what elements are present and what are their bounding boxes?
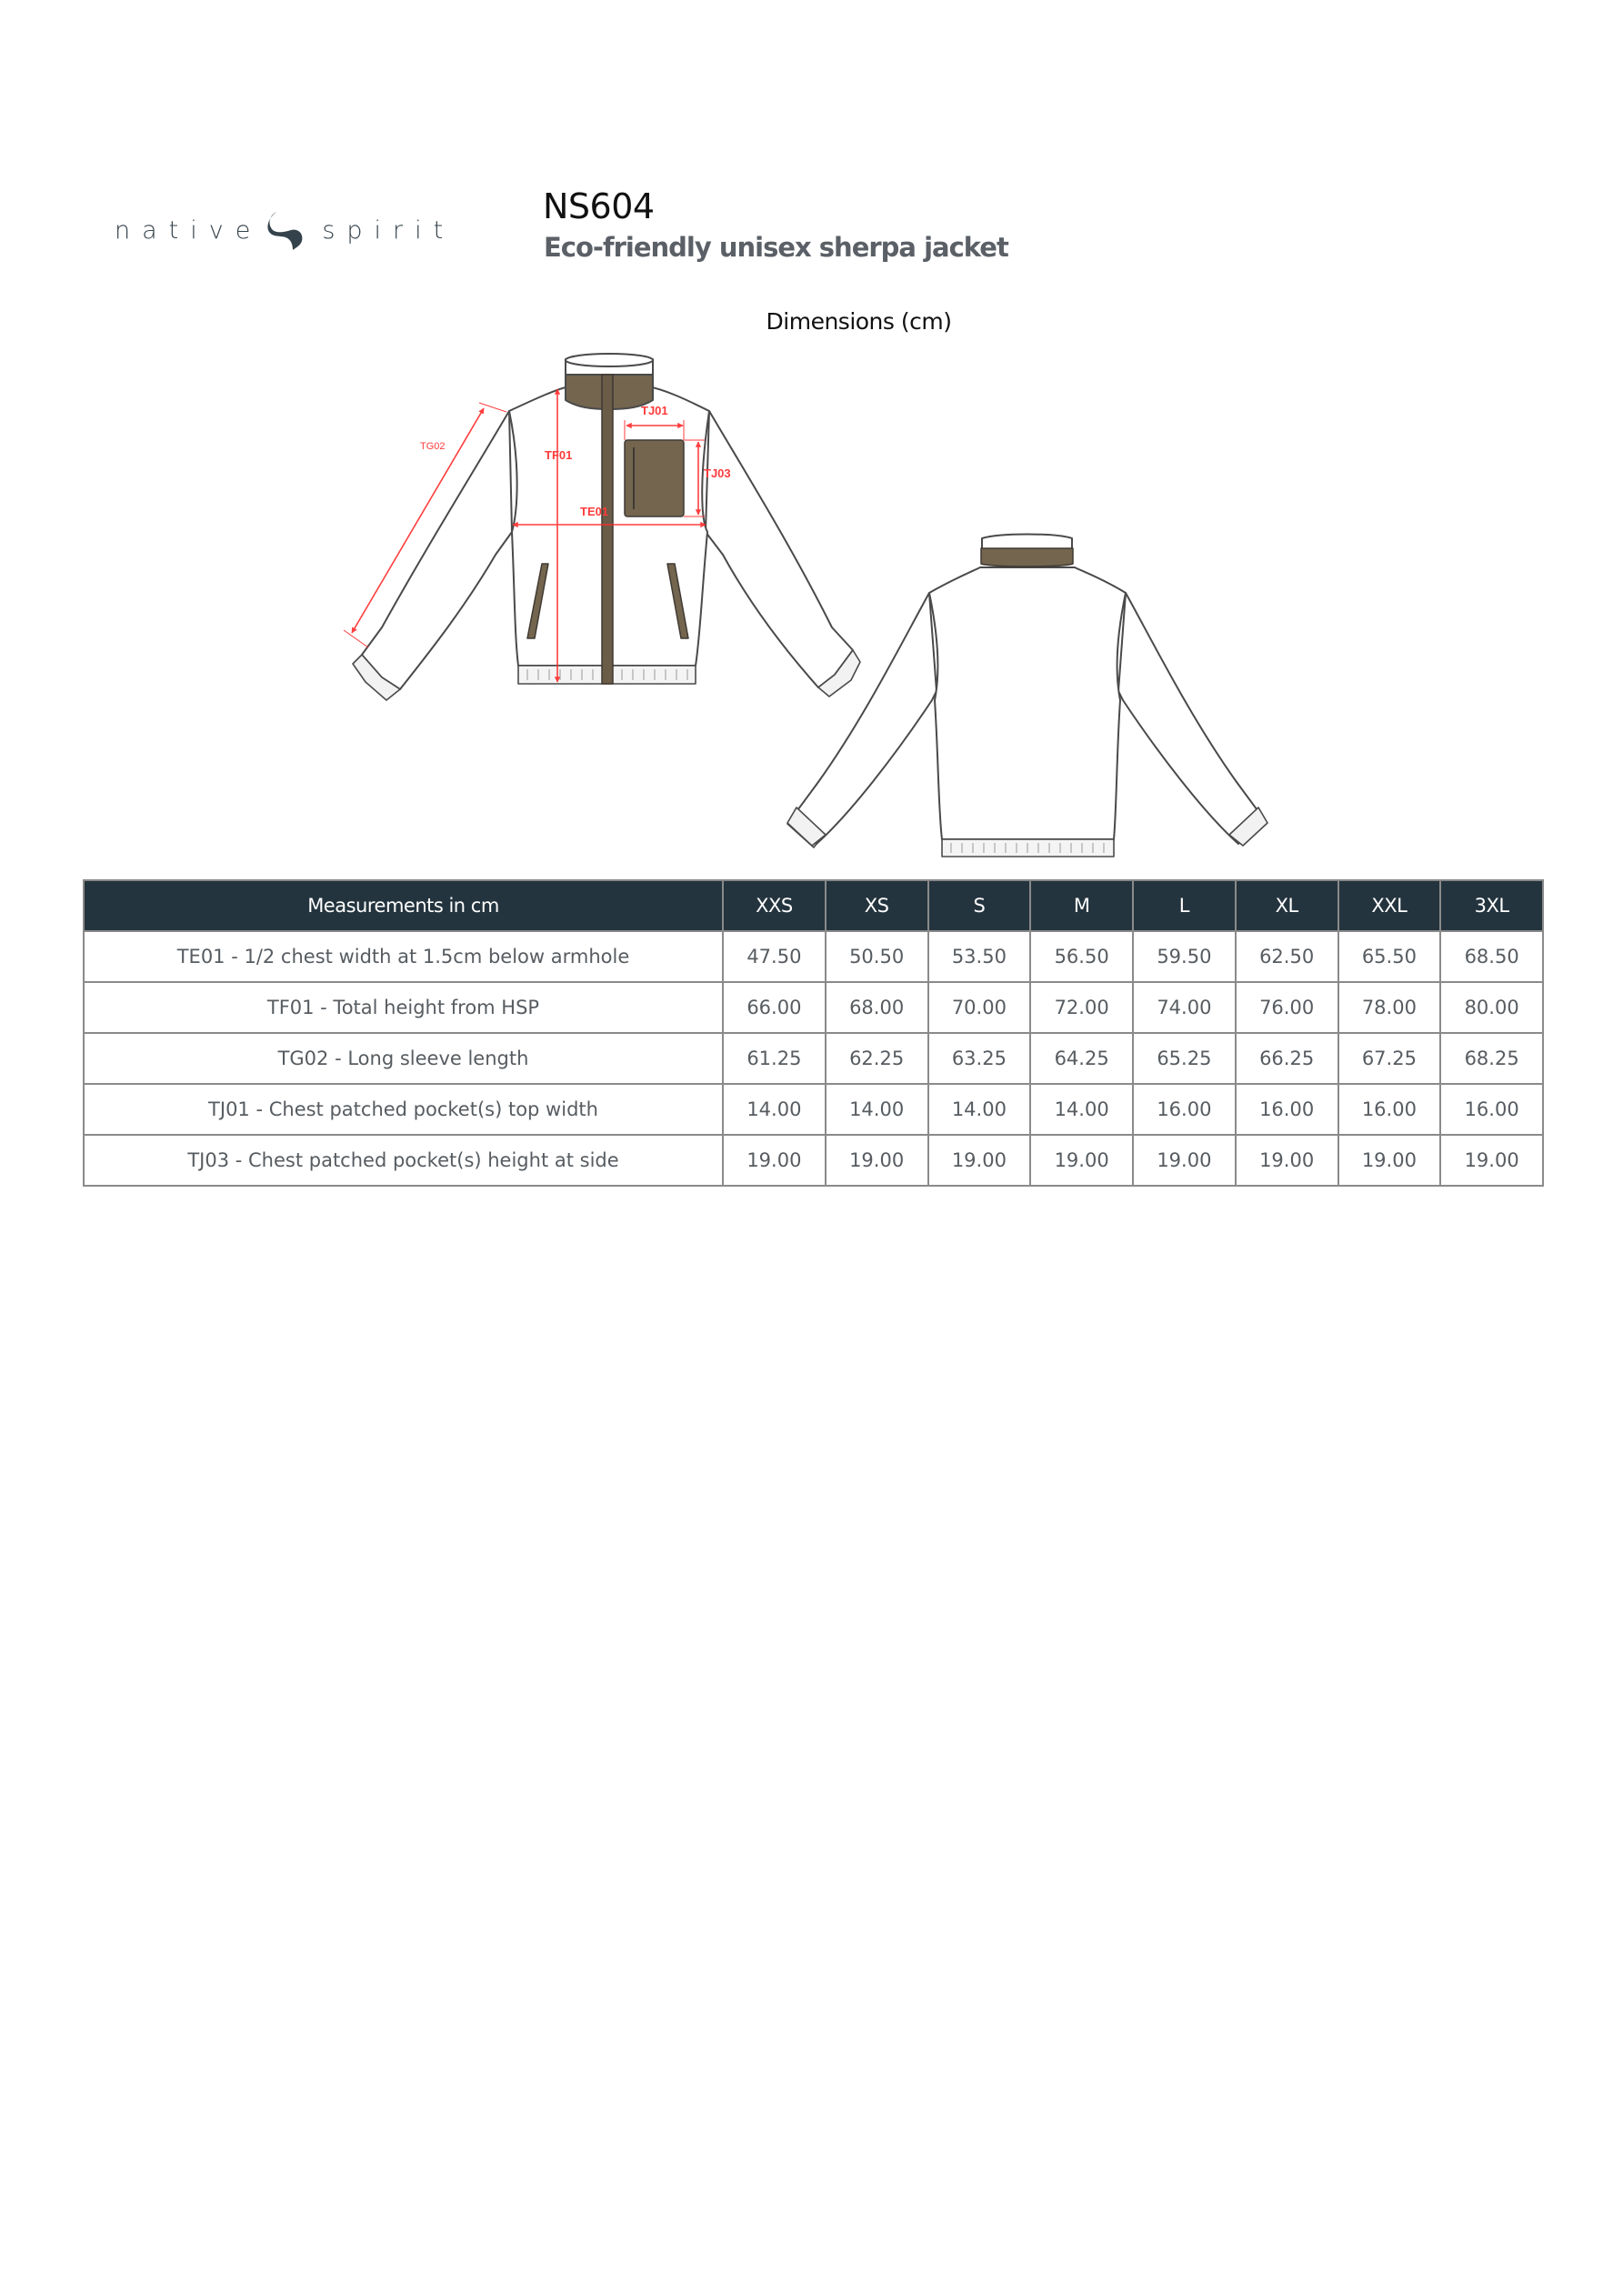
- header-measurement-label: Measurements in cm: [84, 880, 723, 931]
- measurement-value: 63.25: [928, 1033, 1031, 1084]
- product-code: NS604: [543, 186, 655, 226]
- measurement-label: TJ03 - Chest patched pocket(s) height at side: [84, 1135, 723, 1186]
- measurement-value: 19.00: [723, 1135, 826, 1186]
- header-size: XS: [826, 880, 928, 931]
- measurement-value: 66.25: [1236, 1033, 1338, 1084]
- measurement-value: 65.25: [1133, 1033, 1236, 1084]
- measurement-value: 59.50: [1133, 931, 1236, 982]
- product-name: Eco-friendly unisex sherpa jacket: [544, 232, 1008, 263]
- tj03-label: TJ03: [704, 466, 731, 480]
- measurement-value: 16.00: [1236, 1084, 1338, 1135]
- measurement-label: TE01 - 1/2 chest width at 1.5cm below armhole: [84, 931, 723, 982]
- table-row: [84, 1135, 1543, 1186]
- brand-word-native: native: [115, 216, 263, 245]
- measurement-value: 16.00: [1338, 1084, 1441, 1135]
- measurement-value: 80.00: [1440, 982, 1543, 1033]
- table-row: [84, 1033, 1543, 1084]
- measurement-value: 68.50: [1440, 931, 1543, 982]
- measurement-value: 19.00: [1236, 1135, 1338, 1186]
- table-row: [84, 982, 1543, 1033]
- header-size: XXL: [1338, 880, 1441, 931]
- header-size: L: [1133, 880, 1236, 931]
- header-size: XXS: [723, 880, 826, 931]
- measurement-value: 16.00: [1133, 1084, 1236, 1135]
- table-header-row: [84, 880, 1543, 931]
- header-size: 3XL: [1440, 880, 1543, 931]
- jacket-front-view: [353, 354, 860, 700]
- tj01-label: TJ01: [641, 404, 668, 417]
- measurement-value: 70.00: [928, 982, 1031, 1033]
- measurement-label: TG02 - Long sleeve length: [84, 1033, 723, 1084]
- measurement-value: 68.25: [1440, 1033, 1543, 1084]
- measurement-value: 56.50: [1030, 931, 1133, 982]
- measurement-value: 14.00: [723, 1084, 826, 1135]
- measurement-value: 62.50: [1236, 931, 1338, 982]
- measurement-value: 74.00: [1133, 982, 1236, 1033]
- measurement-value: 65.50: [1338, 931, 1441, 982]
- measurement-value: 19.00: [1133, 1135, 1236, 1186]
- brand-word-spirit: spirit: [322, 216, 456, 245]
- te01-label: TE01: [580, 505, 609, 518]
- measurement-value: 72.00: [1030, 982, 1133, 1033]
- header-size: S: [928, 880, 1031, 931]
- table-row: [84, 931, 1543, 982]
- measurement-value: 61.25: [723, 1033, 826, 1084]
- measurement-value: 19.00: [1440, 1135, 1543, 1186]
- measurement-value: 64.25: [1030, 1033, 1133, 1084]
- measurement-value: 14.00: [928, 1084, 1031, 1135]
- measurement-value: 68.00: [826, 982, 928, 1033]
- jacket-back-view: [787, 535, 1267, 857]
- measurement-value: 76.00: [1236, 982, 1338, 1033]
- tf01-label: TF01: [545, 448, 573, 462]
- measurement-value: 67.25: [1338, 1033, 1441, 1084]
- measurement-value: 19.00: [928, 1135, 1031, 1186]
- jacket-technical-drawing: [0, 0, 1623, 891]
- measurement-value: 50.50: [826, 931, 928, 982]
- measurement-value: 19.00: [1338, 1135, 1441, 1186]
- measurement-value: 14.00: [826, 1084, 928, 1135]
- measurement-value: 47.50: [723, 931, 826, 982]
- measurement-value: 62.25: [826, 1033, 928, 1084]
- measurement-value: 78.00: [1338, 982, 1441, 1033]
- measurement-value: 53.50: [928, 931, 1031, 982]
- header-size: M: [1030, 880, 1133, 931]
- measurement-label: TJ01 - Chest patched pocket(s) top width: [84, 1084, 723, 1135]
- size-chart-table: [83, 879, 1544, 1187]
- measurement-label: TF01 - Total height from HSP: [84, 982, 723, 1033]
- tg02-label: TG02: [420, 441, 446, 452]
- measurement-value: 16.00: [1440, 1084, 1543, 1135]
- dimensions-title: Dimensions (cm): [766, 308, 952, 335]
- measurement-value: 19.00: [1030, 1135, 1133, 1186]
- measurement-value: 14.00: [1030, 1084, 1133, 1135]
- header-size: XL: [1236, 880, 1338, 931]
- table-row: [84, 1084, 1543, 1135]
- measurement-value: 66.00: [723, 982, 826, 1033]
- measurement-value: 19.00: [826, 1135, 928, 1186]
